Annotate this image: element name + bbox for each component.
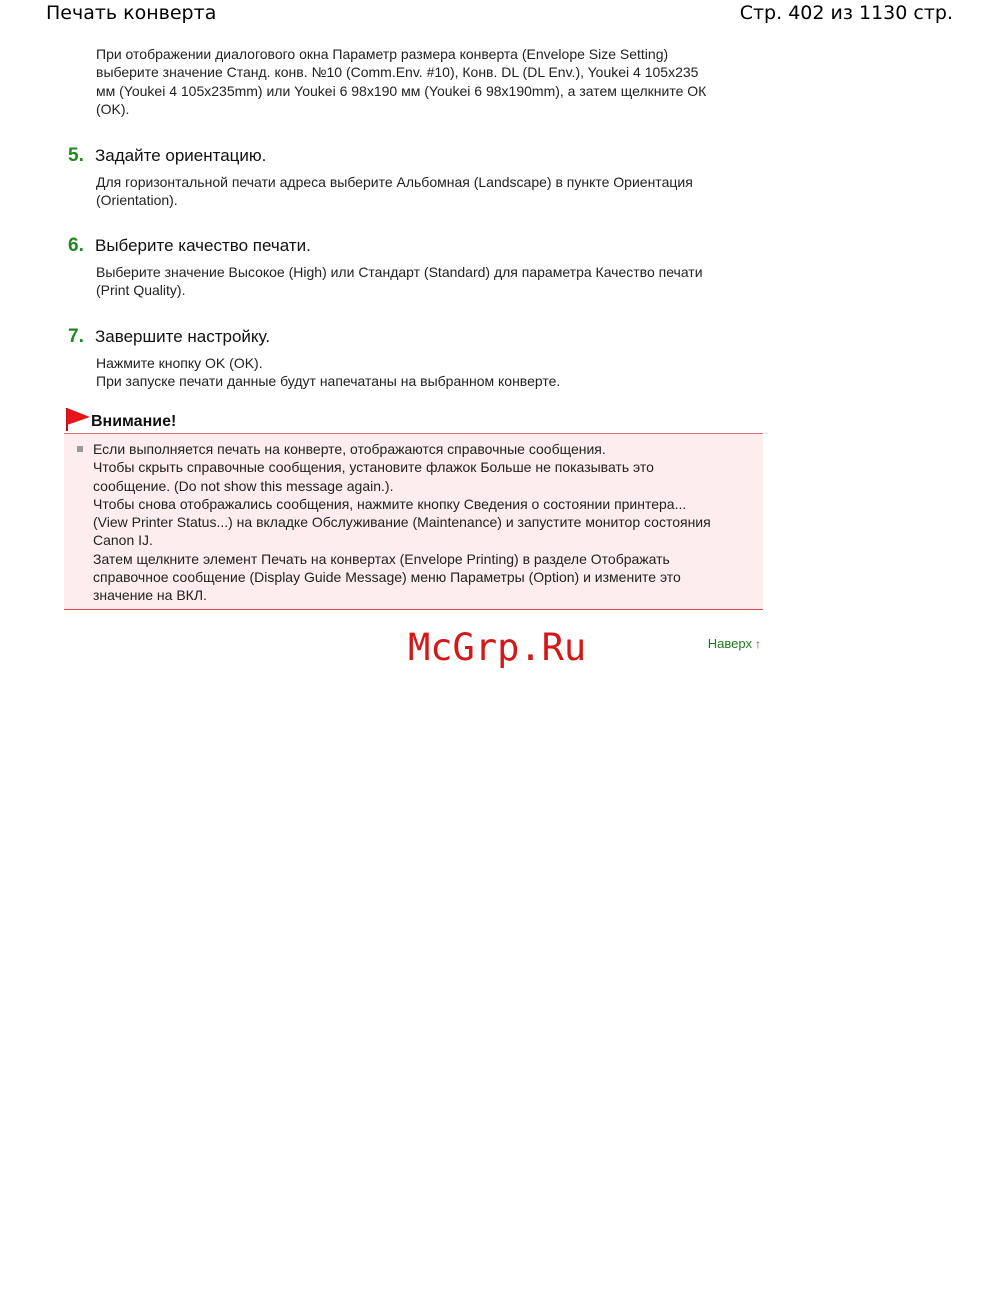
step-heading-7 [68, 326, 270, 350]
step-line: При запуске печати данные будут напечатаны на выбранном конверте. [96, 373, 561, 390]
step-6-text [96, 263, 766, 300]
attention-line: Затем щелкните элемент Печать на конвертах (Envelope Printing) в разделе Отображать [93, 550, 670, 567]
back-to-top-label: Наверх [707, 636, 752, 651]
attention-title: Внимание! [91, 413, 177, 430]
page-counter: Стр. 402 из 1130 стр. [739, 2, 953, 24]
step-title: Завершите настройку. [95, 327, 271, 346]
attention-line: Если выполняется печать на конверте, отображаются справочные сообщения. [93, 441, 606, 457]
step-7-text [96, 354, 766, 391]
arrow-up-icon: ↑ [755, 637, 761, 651]
attention-heading [65, 406, 765, 434]
step-number: 5. [68, 145, 84, 166]
step-number: 6. [68, 235, 84, 256]
watermark: McGrp.Ru [408, 626, 587, 669]
step-line: (Print Quality). [96, 282, 186, 299]
step-5-text [96, 173, 766, 210]
attention-line: справочное сообщение (Display Guide Message) меню Параметры (Option) и измените это [93, 569, 681, 586]
intro-paragraph [96, 45, 766, 118]
page-title: Печать конверта [46, 2, 217, 24]
attention-line: сообщение. (Do not show this message again.). [93, 477, 394, 494]
step-line: Выберите значение Высокое (High) или Стандарт (Standard) для параметра Качество печати [96, 264, 703, 280]
attention-line: (View Printer Status...) на вкладке Обслуживание (Maintenance) и запустите монитор состояния [93, 514, 711, 531]
attention-line: Чтобы снова отображались сообщения, нажмите кнопку Сведения о состоянии принтера... [93, 495, 687, 512]
step-line: Для горизонтальной печати адреса выберите Альбомная (Landscape) в пункте Ориентация [96, 174, 693, 190]
intro-line: мм (Youkei 4 105x235mm) или Youkei 6 98x190 мм (Youkei 6 98x190mm), а затем щелкните ОК [96, 82, 707, 99]
step-line: (Orientation). [96, 192, 178, 209]
square-bullet-icon [77, 446, 83, 452]
red-flag-icon [65, 406, 91, 432]
step-title: Задайте ориентацию. [95, 146, 267, 165]
attention-line: значение на ВКЛ. [93, 587, 207, 604]
step-heading-5 [68, 145, 266, 169]
attention-text [93, 440, 758, 605]
page-header [0, 0, 1000, 30]
intro-line: выберите значение Станд. конв. №10 (Comm.Env. #10), Конв. DL (DL Env.), Youkei 4 105x235 [96, 64, 699, 81]
step-number: 7. [68, 326, 84, 347]
step-title: Выберите качество печати. [95, 236, 311, 255]
back-to-top-link[interactable] [708, 636, 761, 651]
intro-line: (OK). [96, 100, 130, 117]
attention-box [64, 433, 763, 610]
intro-line: При отображении диалогового окна Параметр размера конверта (Envelope Size Setting) [96, 46, 669, 62]
attention-line: Чтобы скрыть справочные сообщения, установите флажок Больше не показывать это [93, 459, 654, 476]
step-heading-6 [68, 235, 311, 259]
step-line: Нажмите кнопку OK (OK). [96, 355, 263, 371]
attention-line: Canon IJ. [93, 532, 153, 549]
